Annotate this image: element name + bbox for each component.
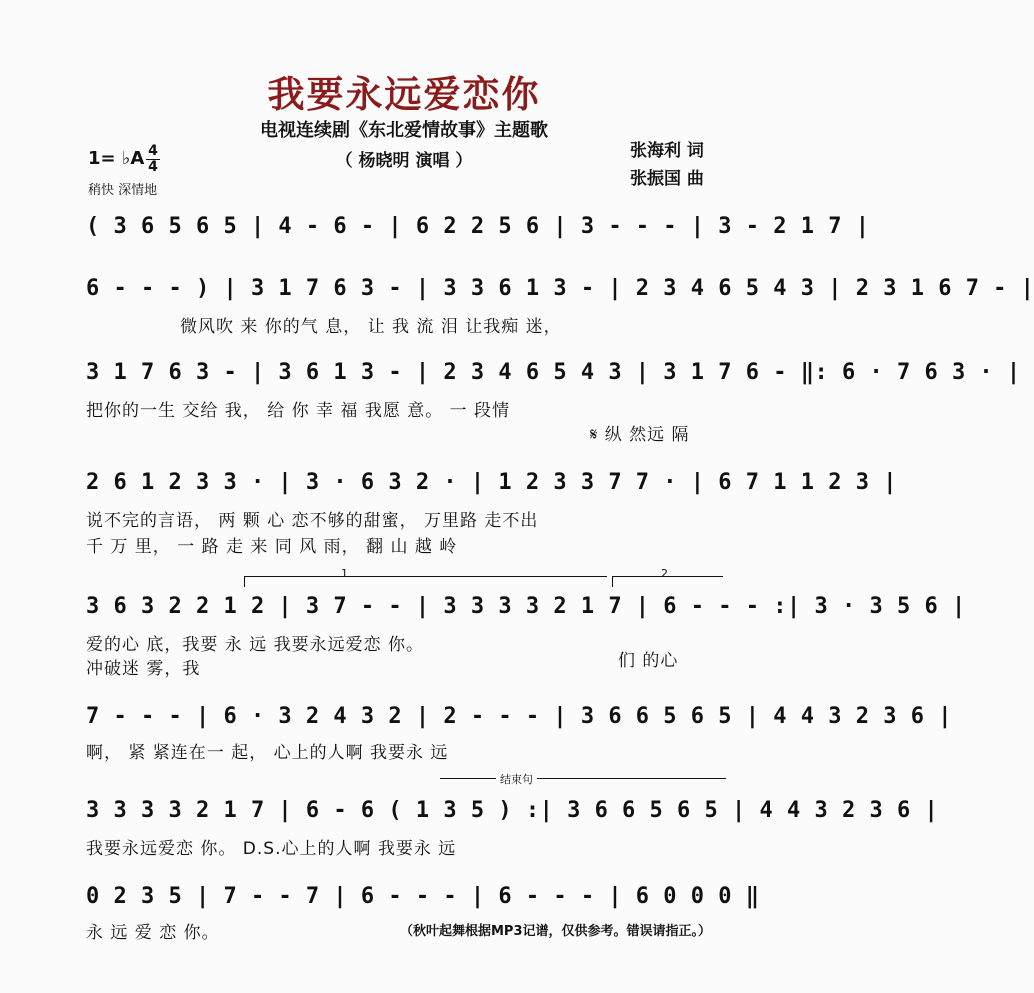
composer-credit: 张振国 曲: [630, 169, 704, 189]
volta-bracket-2: [612, 567, 723, 587]
score-row-2-notes: 6 - - - ) | 3 1 7 6 3 - | 3 3 6 1 3 - | 2 3 4 6 5 4 3 | 2 3 1 6 7 - |: [86, 276, 1034, 301]
coda-label: 结束句: [496, 771, 537, 787]
score-row-6-notes: 7 - - - | 6 · 3 2 4 3 2 | 2 - - - | 3 6 6 5 6 5 | 4 4 3 2 3 6 |: [86, 704, 952, 729]
transcription-note: （秋叶起舞根据MP3记谱，仅供参考。错误请指正。）: [400, 924, 712, 939]
score-row-8-notes: 0 2 3 5 | 7 - - 7 | 6 - - - | 6 - - - | 6 0 0 0 ‖: [86, 884, 760, 909]
score-row-7-lyric: 我要永远爱恋 你。 D.S.心上的人啊 我要永 远: [86, 839, 457, 859]
time-signature-top: 4: [148, 143, 158, 159]
volta-1-label: 1: [341, 567, 348, 580]
score-row-3-lyric-2: 𝄋 纵 然远 隔: [590, 425, 690, 445]
score-row-4-notes: 2 6 1 2 3 3 · | 3 · 6 3 2 · | 1 2 3 3 7 7 · | 6 7 1 1 2 3 |: [86, 470, 897, 495]
singer-credit: （ 杨晓明 演唱 ）: [335, 151, 473, 171]
score-row-6-lyric: 啊， 紧 紧连在一 起， 心上的人啊 我要永 远: [86, 743, 449, 763]
time-signature: [146, 144, 160, 175]
time-signature-bottom: 4: [148, 159, 158, 175]
score-row-3-lyric: 把你的一生 交给 我， 给 你 幸 福 我愿 意。 一 段情: [86, 401, 511, 421]
tempo-marking: 稍快 深情地: [88, 183, 158, 198]
key-signature: 1= ♭A: [88, 148, 145, 169]
score-row-5-lyric-2: 冲破迷 雾，我: [86, 659, 201, 679]
score-row-1-notes: ( 3 6 5 6 5 | 4 - 6 - | 6 2 2 5 6 | 3 - - - | 3 - 2 1 7 |: [86, 214, 870, 239]
score-row-4-lyric-2: 千 万 里， 一 路 走 来 同 风 雨， 翻 山 越 岭: [86, 537, 458, 557]
score-row-8-lyric: 永 远 爱 恋 你。: [86, 923, 220, 943]
song-title: 我要永远爱恋你: [267, 73, 541, 116]
score-row-5-lyric: 爱的心 底，我要 永 远 我要永远爱恋 你。: [86, 635, 425, 655]
song-subtitle: 电视连续剧《东北爱情故事》主题歌: [260, 120, 548, 141]
coda-bracket: [440, 773, 726, 789]
score-row-5-lyric-3: 们 的心: [618, 651, 679, 671]
score-row-5-notes: 3 6 3 2 2 1 2 | 3 7 - - | 3 3 3 3 2 1 7 | 6 - - - :| 3 · 3 5 6 |: [86, 594, 966, 619]
volta-bracket-1: [244, 567, 607, 587]
score-row-3-notes: 3 1 7 6 3 - | 3 6 1 3 - | 2 3 4 6 5 4 3 | 3 1 7 6 - ‖: 6 · 7 6 3 · |: [86, 360, 1021, 385]
score-row-7-notes: 3 3 3 3 2 1 7 | 6 - 6 ( 1 3 5 ) :| 3 6 6 5 6 5 | 4 4 3 2 3 6 |: [86, 798, 939, 823]
score-row-2-lyric: 微风吹 来 你的气 息， 让 我 流 泪 让我痴 迷，: [180, 317, 562, 337]
volta-2-label: 2: [661, 567, 668, 580]
lyricist-credit: 张海利 词: [630, 141, 704, 161]
score-row-4-lyric: 说不完的言语， 两 颗 心 恋不够的甜蜜， 万里路 走不出: [86, 511, 539, 531]
